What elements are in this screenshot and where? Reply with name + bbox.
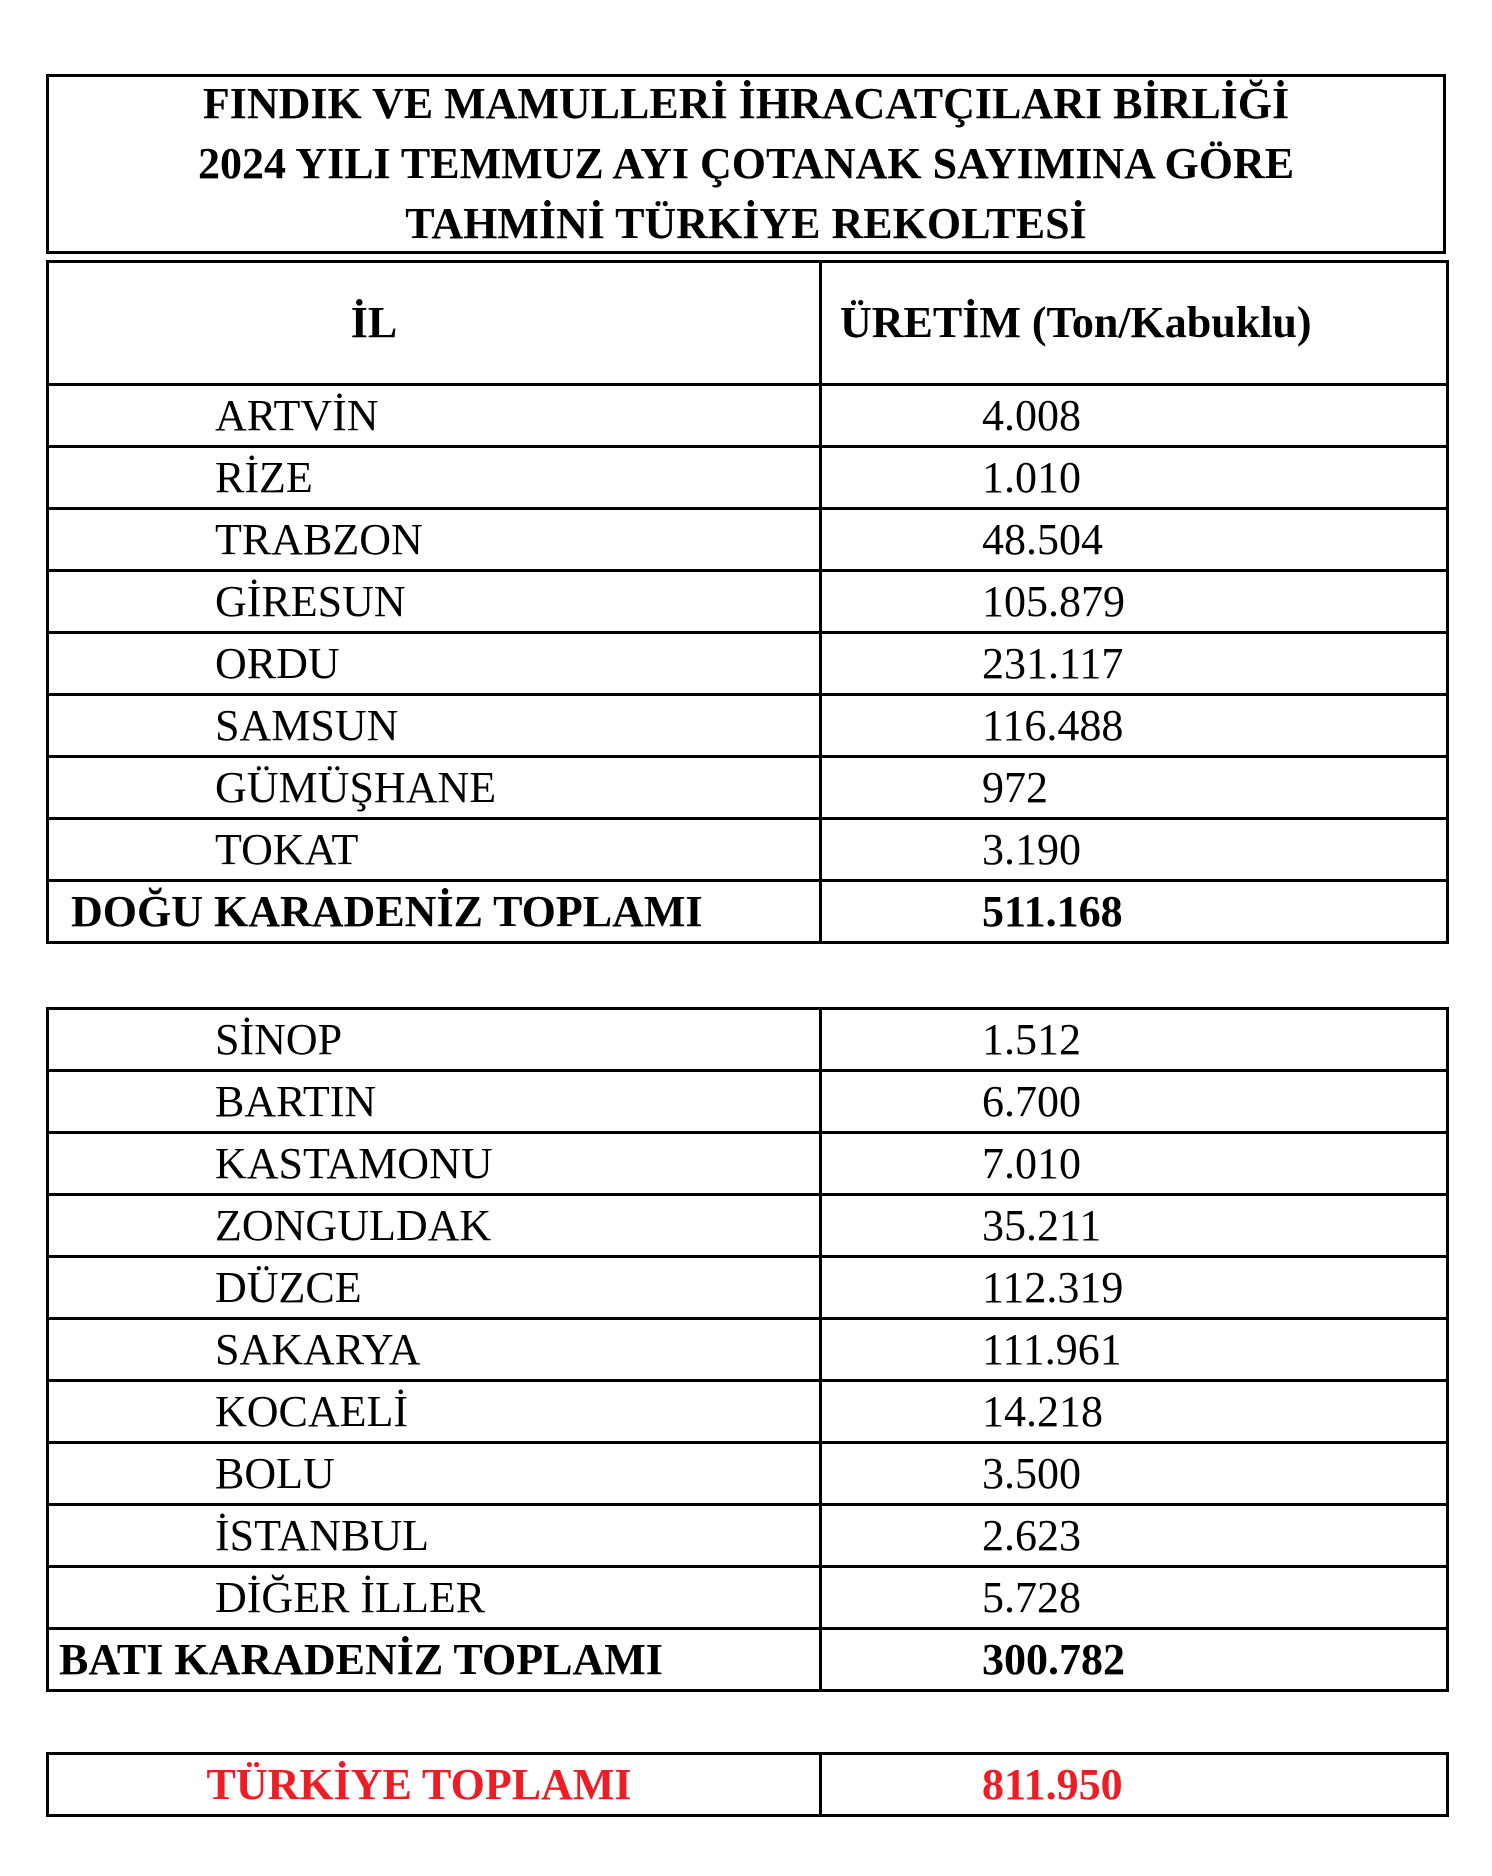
table-row [48,1071,1448,1133]
grand-total-row [48,1754,1448,1816]
province-cell: DİĞER İLLER [48,1567,821,1629]
province-cell: RİZE [48,447,821,509]
grand-total-value: 811.950 [821,1754,1448,1816]
west-total-label: BATI KARADENİZ TOPLAMI [48,1629,821,1691]
production-cell: 3.190 [821,819,1448,881]
production-cell: 111.961 [821,1319,1448,1381]
table-row [48,757,1448,819]
table-row [48,1257,1448,1319]
production-cell: 105.879 [821,571,1448,633]
table-row [48,1195,1448,1257]
province-cell: TOKAT [48,819,821,881]
province-cell: SAMSUN [48,695,821,757]
east-black-sea-table [46,260,1449,944]
production-cell: 1.010 [821,447,1448,509]
production-cell: 4.008 [821,385,1448,447]
province-cell: SİNOP [48,1009,821,1071]
table-row [48,1133,1448,1195]
turkey-total-table [46,1752,1449,1817]
table-row [48,1505,1448,1567]
west-total-value: 300.782 [821,1629,1448,1691]
production-cell: 112.319 [821,1257,1448,1319]
production-cell: 5.728 [821,1567,1448,1629]
table-row [48,695,1448,757]
title-line-2: 2024 YILI TEMMUZ AYI ÇOTANAK SAYIMINA GÖRE [197,139,1295,188]
production-cell: 116.488 [821,695,1448,757]
province-cell: GİRESUN [48,571,821,633]
province-cell: KASTAMONU [48,1133,821,1195]
title-line-3: TAHMİNİ TÜRKİYE REKOLTESİ [405,199,1087,248]
column-header-production: ÜRETİM (Ton/Kabuklu) [821,262,1448,385]
production-cell: 7.010 [821,1133,1448,1195]
province-cell: GÜMÜŞHANE [48,757,821,819]
production-cell: 972 [821,757,1448,819]
table-row [48,571,1448,633]
column-header-province: İL [48,262,821,385]
table-row [48,819,1448,881]
grand-total-label: TÜRKİYE TOPLAMI [48,1754,821,1816]
table-row [48,509,1448,571]
table-row [48,1443,1448,1505]
west-total-row [48,1629,1448,1691]
east-total-row [48,881,1448,943]
province-cell: TRABZON [48,509,821,571]
table-header-row [48,262,1448,385]
document-title [46,74,1446,254]
title-line-1: FINDIK VE MAMULLERİ İHRACATÇILARI BİRLİĞİ [202,79,1290,128]
table-row [48,385,1448,447]
production-cell: 3.500 [821,1443,1448,1505]
table-row [48,1009,1448,1071]
table-row [48,1381,1448,1443]
production-cell: 48.504 [821,509,1448,571]
production-cell: 35.211 [821,1195,1448,1257]
table-row [48,633,1448,695]
production-cell: 231.117 [821,633,1448,695]
province-cell: BARTIN [48,1071,821,1133]
province-cell: ORDU [48,633,821,695]
province-cell: ZONGULDAK [48,1195,821,1257]
production-cell: 6.700 [821,1071,1448,1133]
province-cell: KOCAELİ [48,1381,821,1443]
east-total-label: DOĞU KARADENİZ TOPLAMI [48,881,821,943]
province-cell: İSTANBUL [48,1505,821,1567]
province-cell: BOLU [48,1443,821,1505]
table-row [48,447,1448,509]
province-cell: ARTVİN [48,385,821,447]
west-black-sea-table [46,1007,1449,1692]
production-cell: 1.512 [821,1009,1448,1071]
table-row [48,1567,1448,1629]
east-total-value: 511.168 [821,881,1448,943]
production-cell: 14.218 [821,1381,1448,1443]
province-cell: SAKARYA [48,1319,821,1381]
table-row [48,1319,1448,1381]
production-cell: 2.623 [821,1505,1448,1567]
province-cell: DÜZCE [48,1257,821,1319]
